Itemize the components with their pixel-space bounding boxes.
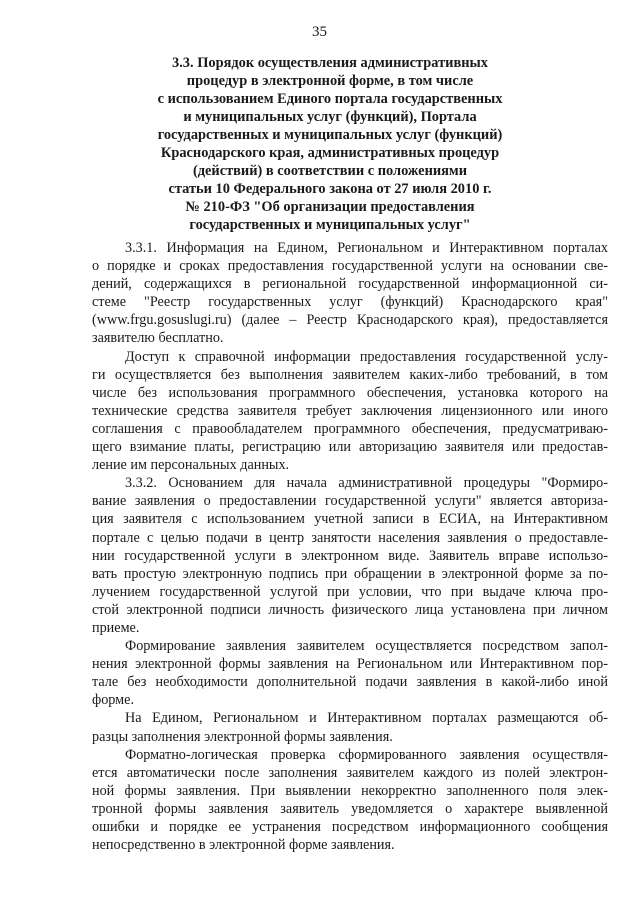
heading-line: Краснодарского края, административных процедур	[160, 145, 500, 161]
text-line: соглашения с правообладателем программного обеспечения, предусматриваю-	[92, 420, 608, 437]
text-line: стеме "Реестр государственных услуг (функций) Краснодарского края"	[92, 294, 608, 311]
heading-line: процедур в электронной форме, в том числе	[186, 73, 474, 89]
text-line: ги осуществляется без выполнения заявителем каких-либо требований, в том	[92, 366, 608, 383]
paragraph-3-3-2	[92, 474, 608, 637]
text-line: разцы заполнения электронной формы заявления.	[92, 728, 393, 745]
text-line: ется автоматически после заполнения заявителем каждого из полей электрон-	[92, 764, 608, 781]
text-line: 3.3.2. Основанием для начала административной процедуры "Формиро-	[125, 475, 608, 492]
text-line: приеме.	[92, 619, 140, 636]
text-line: На Едином, Региональном и Интерактивном порталах размещаются об-	[125, 710, 608, 727]
heading-line: с использованием Единого портала государственных	[157, 91, 503, 107]
heading-line: 3.3. Порядок осуществления административных	[172, 55, 488, 71]
section-heading	[120, 54, 540, 234]
paragraph-access-info	[92, 348, 608, 475]
text-line: ление им персональных данных.	[92, 457, 290, 474]
text-line: вать простую электронную подпись при обращении в электронной форме за по-	[92, 565, 608, 582]
text-line: ция заявителя с использованием учетной записи в ЕСИА, на Интерактивном	[92, 511, 608, 528]
heading-line: государственных и муниципальных услуг (функций)	[157, 127, 503, 143]
text-line: нения электронной формы заявления на Региональном или Интерактивном пор-	[92, 656, 608, 673]
paragraph-samples	[92, 709, 608, 745]
text-line: ошибки и порядке ее устранения посредством информационного сообщения	[92, 819, 608, 835]
text-line: числе без использования программного обеспечения, установка которого на	[92, 384, 608, 401]
text-line: Форматно-логическая проверка сформированного заявления осуществля-	[125, 746, 608, 763]
text-line: ной формы заявления. При выявлении некорректно заполненного поля элек-	[92, 782, 608, 799]
heading-line: (действий) в соответствии с положениями	[192, 163, 468, 179]
text-line: дений, содержащихся в региональной государственной информационной си-	[92, 276, 608, 293]
text-line: Формирование заявления заявителем осуществляется посредством запол-	[125, 638, 608, 655]
text-line: стой электронной подписи личность физического лица установлена при личном	[92, 601, 608, 618]
text-line: непосредственно в электронной форме заявления.	[92, 837, 395, 854]
heading-line: государственных и муниципальных услуг"	[189, 217, 471, 233]
text-line: заявителю бесплатно.	[92, 330, 224, 347]
page-number: 35	[312, 24, 327, 40]
text-line: вание заявления о предоставлении государственной услуги" является авториза-	[92, 493, 608, 510]
heading-line: № 210-ФЗ "Об организации предоставления	[185, 199, 475, 215]
text-line: лучением государственной услугой при условии, что при выдаче ключа про-	[92, 583, 608, 600]
text-line: Доступ к справочной информации предоставления государственной услу-	[125, 348, 608, 365]
text-line: щего взимание платы, регистрацию или авторизацию заявителя или предостав-	[92, 439, 608, 456]
text-line: 3.3.1. Информация на Едином, Региональном и Интерактивном порталах	[125, 240, 608, 256]
paragraph-3-3-1	[92, 239, 608, 348]
text-line: тронной формы заявления заявитель уведомляется о характере выявленной	[92, 800, 608, 817]
text-line: тале без необходимости дополнительной подачи заявления в какой-либо иной	[92, 674, 608, 691]
heading-line: статьи 10 Федерального закона от 27 июля 2010 г.	[168, 181, 492, 197]
paragraph-form-filling	[92, 637, 608, 709]
text-line: (www.frgu.gosuslugi.ru) (далее – Реестр Краснодарского края), предоставляется	[92, 312, 608, 329]
text-line: портале с целью подачи в центр занятости населения заявления о предоставле-	[92, 529, 608, 546]
heading-line: и муниципальных услуг (функций), Портала	[183, 109, 477, 125]
text-line: нии государственной услуги в электронном виде. Заявитель вправе использо-	[92, 547, 608, 564]
text-line: технические средства заявителя требует заключения лицензионного или иного	[92, 402, 608, 419]
text-line: форме.	[92, 692, 134, 709]
text-line: о порядке и сроках предоставления государственной услуги на основании све-	[92, 258, 608, 275]
document-body	[92, 239, 608, 854]
paragraph-format-check	[92, 746, 608, 855]
